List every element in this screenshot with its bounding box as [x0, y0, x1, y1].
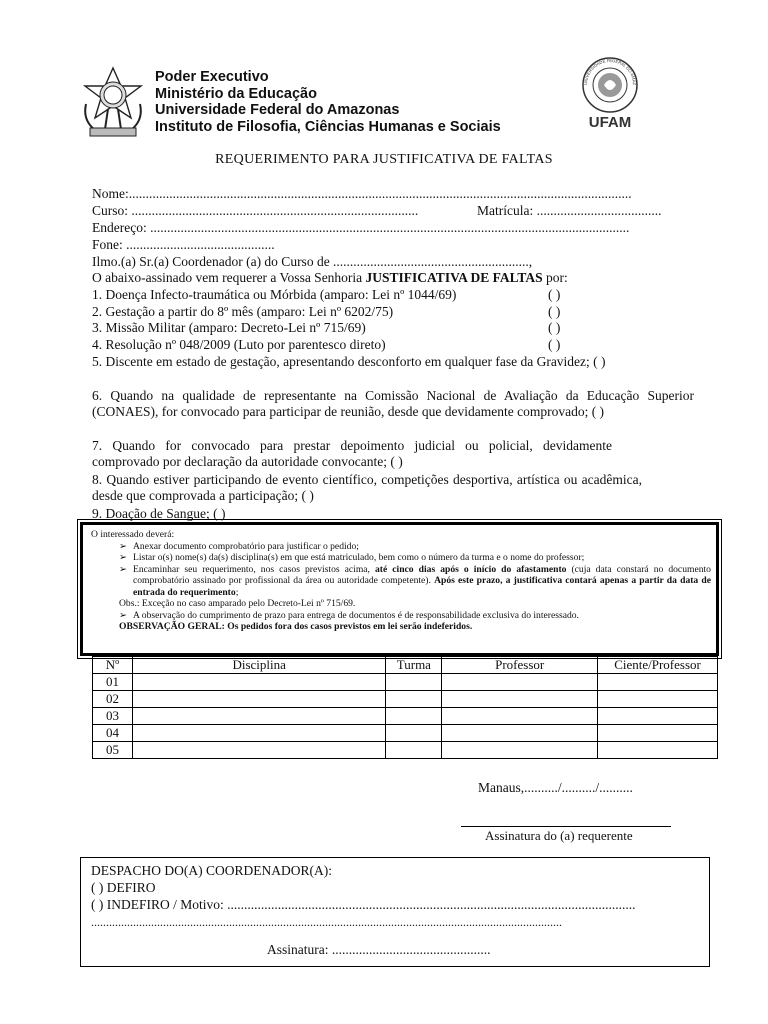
- list-item: [92, 320, 694, 336]
- row-number: 02: [93, 691, 133, 708]
- notice-bullet-2-text: Listar o(s) nome(s) da(s) disciplina(s) em que está matriculado, bem como o número da turma e o nome do professor;: [133, 552, 585, 563]
- table-row: [93, 691, 718, 708]
- request-item-8[interactable]: 8. Quando estiver participando de evento científico, competições desportiva, artística ou acadêmica, desde que comprovada a participação; ( ): [92, 472, 642, 503]
- list-item: [92, 337, 694, 353]
- request-item-2: 2. Gestação a partir do 8º mês (amparo: Lei nº 6202/75): [92, 304, 394, 319]
- request-intro-pre: O abaixo-assinado vem requerer a Vossa Senhoria: [92, 270, 366, 285]
- field-fone[interactable]: Fone: ............................................: [92, 237, 275, 252]
- notice-bullet-3-bold1: até cinco dias após o início do afastamento: [375, 563, 567, 575]
- checkbox-item-3[interactable]: ( ): [548, 320, 561, 335]
- request-item-6[interactable]: 6. Quando na qualidade de representante na Comissão Nacional de Avaliação da Educação Superior (CONAES), for convocado para participar de reunião, desde que devidamente comprovado; ( ): [92, 388, 694, 419]
- document-title: REQUERIMENTO PARA JUSTIFICATIVA DE FALTAS: [215, 152, 553, 167]
- despacho-box: [80, 857, 710, 967]
- request-item-1: 1. Doença Infecto-traumática ou Mórbida (amparo: Lei nº 1044/69): [92, 287, 457, 302]
- option-indefiro[interactable]: ( ) INDEFIRO / Motivo: .........................................................................................................................: [91, 897, 636, 912]
- field-nome[interactable]: Nome:.....................................................................................................................................................: [92, 186, 632, 201]
- cell-turma[interactable]: [386, 725, 442, 742]
- cell-turma[interactable]: [386, 691, 442, 708]
- notice-bullet-1: [91, 541, 711, 553]
- checkbox-item-2[interactable]: ( ): [548, 304, 561, 319]
- cell-disciplina[interactable]: [132, 725, 385, 742]
- notice-general-text: Os pedidos fora dos casos previstos em lei serão indeferidos.: [224, 621, 473, 632]
- cell-professor[interactable]: [442, 708, 598, 725]
- ufam-seal-icon: [573, 55, 648, 115]
- notice-obs: Obs.: Exceção no caso amparado pelo Decreto-Lei nº 715/69.: [119, 598, 356, 609]
- notice-bullet-3-bold2: Após este prazo, a justificativa contará apenas a partir da data de entrada do requerimento: [133, 575, 711, 598]
- request-item-7[interactable]: 7. Quando for convocado para prestar depoimento judicial ou policial, devidamente comprovado por declaração da autoridade convocante; ( ): [92, 438, 612, 469]
- col-header-disciplina: Disciplina: [132, 657, 385, 674]
- brazil-coat-of-arms-icon: [78, 64, 148, 142]
- checkbox-item-4[interactable]: ( ): [548, 337, 561, 352]
- notice-bullet-4-text: A observação do cumprimento de prazo para entrega de documentos é de responsabilidade exclusiva do interessado.: [133, 609, 579, 621]
- arrow-bullet-icon: ➢: [119, 540, 128, 552]
- field-endereco[interactable]: Endereço: ..............................................................................................................................................: [92, 220, 630, 235]
- row-number: 04: [93, 725, 133, 742]
- col-header-ciente: Ciente/Professor: [598, 657, 718, 674]
- list-item: [92, 287, 694, 303]
- request-item-9[interactable]: 9. Doação de Sangue; ( ): [92, 506, 226, 521]
- table-row: [93, 708, 718, 725]
- table-row: [93, 674, 718, 691]
- cell-disciplina[interactable]: [132, 742, 385, 759]
- cell-disciplina[interactable]: [132, 708, 385, 725]
- col-header-turma: Turma: [386, 657, 442, 674]
- col-header-professor: Professor: [442, 657, 598, 674]
- request-intro: [92, 270, 694, 286]
- header-line-4: Instituto de Filosofia, Ciências Humanas e Sociais: [155, 118, 501, 135]
- field-matricula[interactable]: Matrícula: .....................................: [477, 203, 662, 218]
- option-defiro[interactable]: ( ) DEFIRO: [91, 880, 156, 895]
- col-header-numero: Nº: [93, 657, 133, 674]
- request-item-3: 3. Missão Militar (amparo: Decreto-Lei nº 715/69): [92, 320, 366, 335]
- cell-ciente[interactable]: [598, 708, 718, 725]
- ufam-logo-text: UFAM: [588, 114, 632, 131]
- subjects-table: [92, 656, 718, 759]
- despacho-signature[interactable]: Assinatura: ...............................................: [267, 942, 491, 957]
- notice-box: [80, 522, 719, 656]
- cell-ciente[interactable]: [598, 691, 718, 708]
- arrow-bullet-icon: ➢: [119, 563, 128, 575]
- header-line-1: Poder Executivo: [155, 69, 269, 85]
- table-row: [93, 725, 718, 742]
- cell-professor[interactable]: [442, 674, 598, 691]
- cell-disciplina[interactable]: [132, 674, 385, 691]
- arrow-bullet-icon: ➢: [119, 609, 128, 621]
- notice-bullet-4: [91, 610, 711, 622]
- table-header-row: [93, 657, 718, 674]
- cell-ciente[interactable]: [598, 674, 718, 691]
- field-coordenador[interactable]: Ilmo.(a) Sr.(a) Coordenador (a) do Curso de ..........................................................,: [92, 254, 533, 269]
- notice-general-label: OBSERVAÇÃO GERAL:: [119, 621, 225, 632]
- notice-bullet-3-pre: Encaminhar seu requerimento, nos casos previstos acima,: [133, 563, 375, 575]
- cell-disciplina[interactable]: [132, 691, 385, 708]
- header-line-3: Universidade Federal do Amazonas: [155, 102, 400, 118]
- row-number: 01: [93, 674, 133, 691]
- signature-line[interactable]: [461, 826, 671, 827]
- cell-turma[interactable]: [386, 674, 442, 691]
- request-item-4: 4. Resolução nº 048/2009 (Luto por parentesco direto): [92, 337, 386, 352]
- cell-professor[interactable]: [442, 725, 598, 742]
- request-intro-post: por:: [542, 270, 568, 285]
- field-curso-row: [92, 203, 694, 219]
- header-institution: [155, 69, 501, 135]
- notice-bullet-3-mid: (cuja data constará no documento comprobatório assinado por profissional da área ou autoridade competente).: [133, 563, 711, 586]
- notice-general: [91, 621, 711, 633]
- request-item-5[interactable]: 5. Discente em estado de gestação, apresentando desconforto em qualquer fase da Gravidez; ( ): [92, 354, 606, 369]
- cell-turma[interactable]: [386, 742, 442, 759]
- table-row: [93, 742, 718, 759]
- signature-label: Assinatura do (a) requerente: [485, 828, 633, 843]
- cell-professor[interactable]: [442, 742, 598, 759]
- header-line-2: Ministério da Educação: [155, 85, 317, 102]
- place-date-field[interactable]: Manaus,........../........../..........: [478, 780, 633, 795]
- cell-ciente[interactable]: [598, 725, 718, 742]
- cell-turma[interactable]: [386, 708, 442, 725]
- notice-bullet-3-post: ;: [235, 586, 239, 598]
- despacho-motivo-line[interactable]: .............................................................................................................................................................: [91, 915, 562, 929]
- notice-bullet-1-text: Anexar documento comprobatório para justificar o pedido;: [133, 540, 359, 552]
- list-item: [92, 304, 694, 320]
- cell-professor[interactable]: [442, 691, 598, 708]
- arrow-bullet-icon: ➢: [119, 552, 128, 563]
- request-intro-bold: JUSTIFICATIVA DE FALTAS: [365, 270, 543, 285]
- despacho-title: DESPACHO DO(A) COORDENADOR(A):: [91, 863, 333, 878]
- checkbox-item-1[interactable]: ( ): [548, 287, 561, 302]
- row-number: 05: [93, 742, 133, 759]
- notice-heading: O interessado deverá:: [91, 529, 175, 540]
- row-number: 03: [93, 708, 133, 725]
- notice-bullet-2: [91, 552, 711, 564]
- notice-bullet-3: [91, 564, 711, 599]
- field-curso[interactable]: Curso: .....................................................................................: [92, 203, 419, 218]
- seal-text: UNIVERSIDADE FEDERAL DO AMAZ: [582, 57, 638, 86]
- cell-ciente[interactable]: [598, 742, 718, 759]
